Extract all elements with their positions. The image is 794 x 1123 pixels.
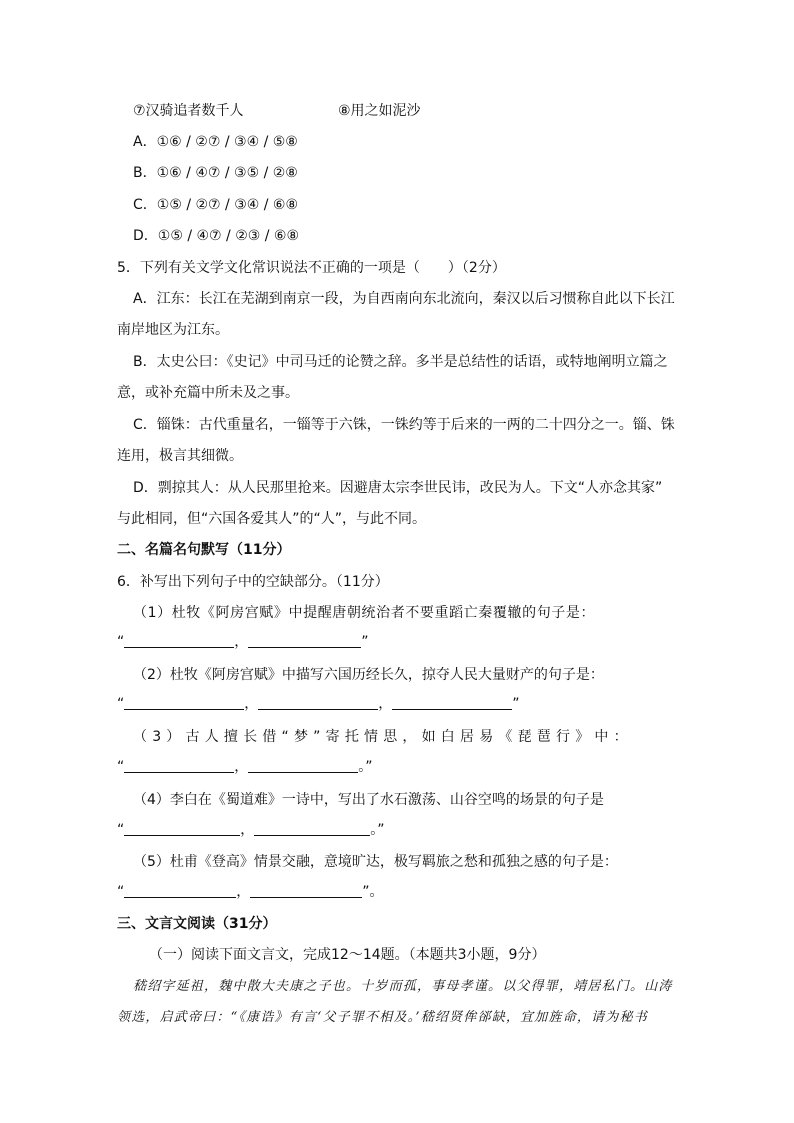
q5-option-c-line1: C．锱铢：古代重量名，一锱等于六铢，一铢约等于后来的一两的二十四分之一。锱、铢 xyxy=(133,417,675,433)
q4-option-b: B．①⑥ / ④⑦ / ③⑤ / ②⑧ xyxy=(133,165,298,181)
q5-option-a-line2: 南岸地区为江东。 xyxy=(117,322,229,338)
q5-option-a-line1: A．江东：长江在芜湖到南京一段，为自西南向东北流向，秦汉以后习惯称自此以下长江 xyxy=(133,291,675,307)
q4-option-c: C．①⑤ / ②⑦ / ③④ / ⑥⑧ xyxy=(133,197,299,213)
q6-item-2: （2）杜牧《阿房宫赋》中描写六国历经长久，掠夺人民大量财产的句子是： xyxy=(133,667,604,683)
answer-blank[interactable] xyxy=(258,695,378,710)
q6-stem: 6．补写出下列句子中的空缺部分。（11分） xyxy=(117,574,389,590)
q6-item-1-answer: “ ， ” xyxy=(117,634,369,650)
q5-stem: 5．下列有关文学文化常识说法不正确的一项是（ ）（2分） xyxy=(117,260,506,276)
q6-item-4: （4）李白在《蜀道难》一诗中，写出了水石激荡、山谷空鸣的场景的句子是 xyxy=(133,792,604,808)
q6-item-3-answer: “ ， 。” xyxy=(117,759,373,775)
section2-heading: 二、名篇名句默写（11分） xyxy=(117,542,291,558)
section3-heading: 三、文言文阅读（31分） xyxy=(117,916,277,932)
classical-text-line2: 领选，启武帝曰：“《康诰》有言‘父子罪不相及。’嵇绍贤侔郤缺，宜加旌命，请为秘书 xyxy=(117,1010,648,1025)
q4-option-a: A．①⑥ / ②⑦ / ③④ / ⑤⑧ xyxy=(133,134,298,150)
answer-blank[interactable] xyxy=(392,695,512,710)
answer-blank[interactable] xyxy=(250,883,362,898)
q4-items-row xyxy=(133,101,677,121)
q6-item-3: （3）古人擅长借“梦”寄托情思，如白居易《琵琶行》中： xyxy=(133,729,633,745)
answer-blank[interactable] xyxy=(124,821,240,836)
q4-option-d: D．①⑤ / ④⑦ / ②③ / ⑥⑧ xyxy=(133,228,300,244)
q6-item-4-answer: “ ， 。” xyxy=(117,822,385,838)
q6-item-2-answer: “ ， ， ” xyxy=(117,696,520,712)
q6-item-1: （1）杜牧《阿房宫赋》中提醒唐朝统治者不要重蹈亡秦覆辙的句子是： xyxy=(133,605,596,621)
classical-text-line1: 嵇绍字延祖，魏中散大夫康之子也。十岁而孤，事母孝谨。以父得罪，靖居私门。山涛 xyxy=(133,979,673,994)
q6-item-5-answer: “ ， ”。 xyxy=(117,884,384,900)
answer-blank[interactable] xyxy=(124,883,236,898)
answer-blank[interactable] xyxy=(254,821,370,836)
q6-item-5: （5）杜甫《登高》情景交融，意境旷达，极写羁旅之愁和孤独之感的句子是： xyxy=(133,854,618,870)
q5-option-b-line2: 意，或补充篇中所未及之事。 xyxy=(117,385,299,401)
answer-blank[interactable] xyxy=(124,758,234,773)
q4-item-8: ⑧用之如泥沙 xyxy=(338,103,421,119)
answer-blank[interactable] xyxy=(248,633,361,648)
answer-blank[interactable] xyxy=(124,695,244,710)
answer-blank[interactable] xyxy=(124,633,234,648)
q5-option-d-line1: D．剽掠其人：从人民那里抢来。因避唐太宗李世民讳，改民为人。下文“人亦念其家” xyxy=(133,480,663,496)
q5-option-c-line2: 连用，极言其细微。 xyxy=(117,448,243,464)
answer-blank[interactable] xyxy=(248,758,358,773)
section3-subheading: （一）阅读下面文言文，完成12～14题。（本题共3小题，9分） xyxy=(149,947,546,963)
q5-option-d-line2: 与此相同，但“六国各爱其人”的“人”，与此不同。 xyxy=(117,511,427,527)
q4-item-7: ⑦汉骑追者数千人 xyxy=(133,103,244,119)
q5-option-b-line1: B．太史公曰：《史记》中司马迁的论赞之辞。多半是总结性的话语，或特地阐明立篇之 xyxy=(133,354,668,370)
